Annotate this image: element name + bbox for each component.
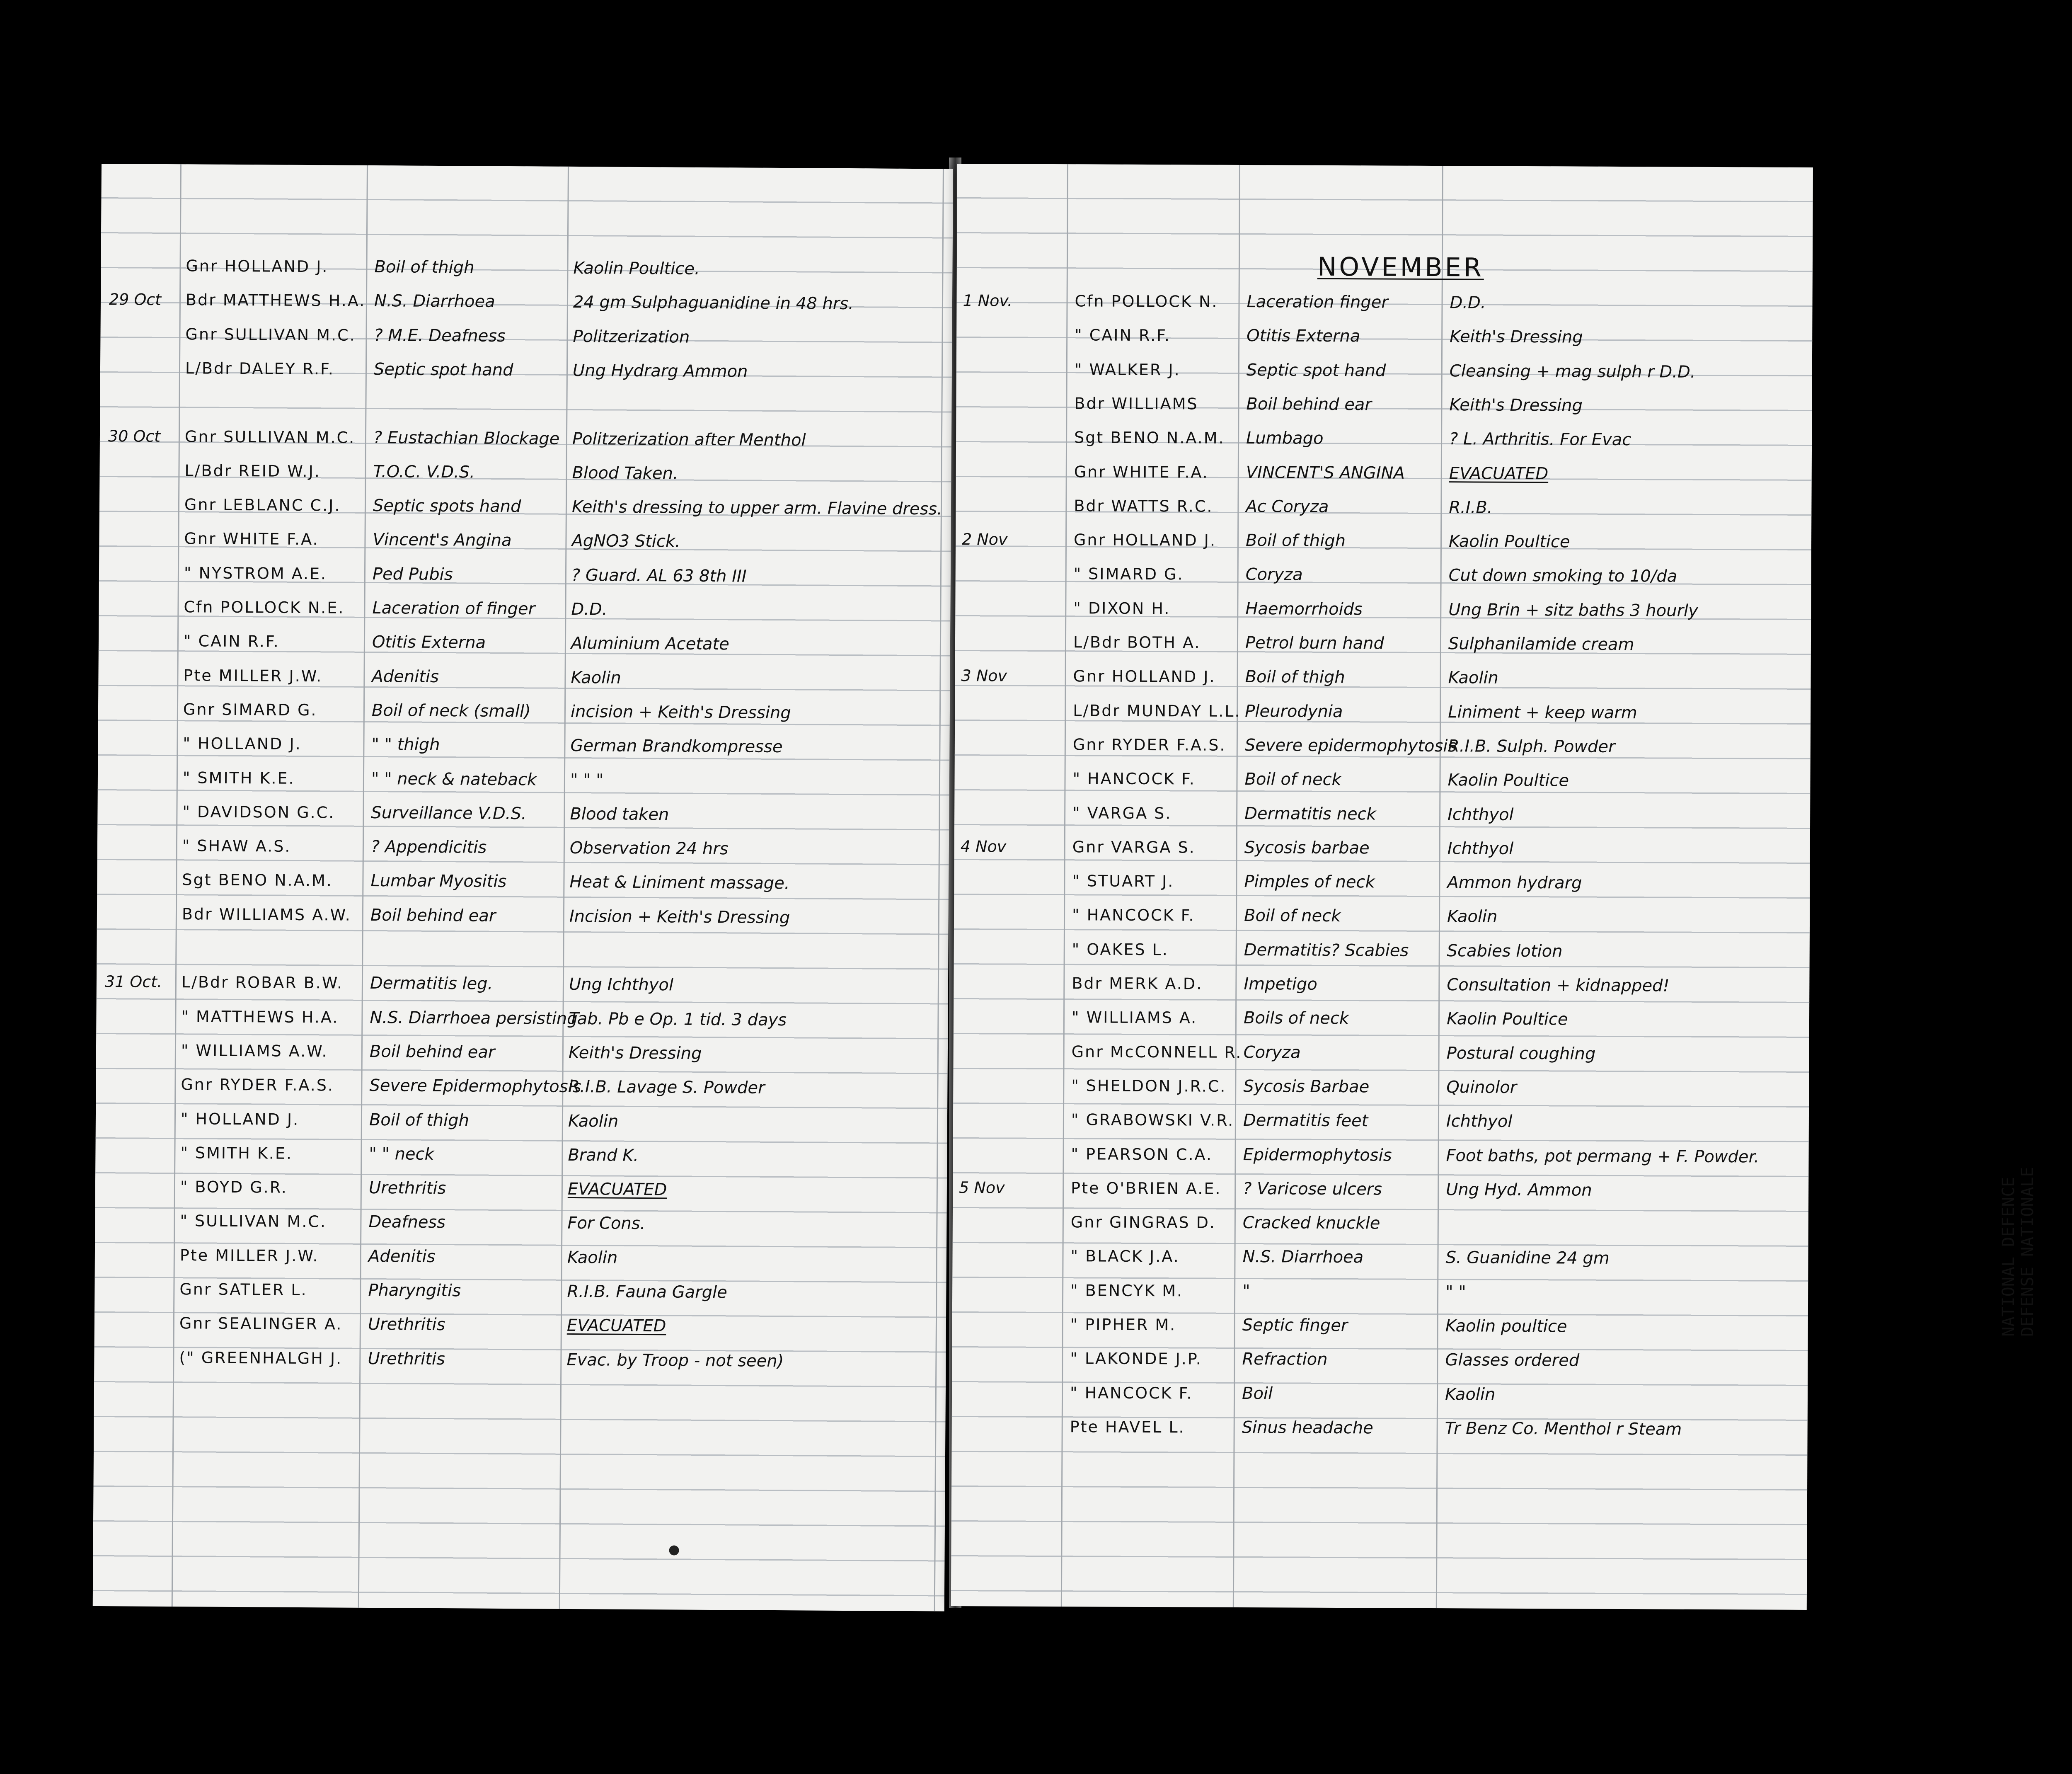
row-treatment: Kaolin xyxy=(1448,668,1499,688)
row-name: Pte MILLER J.W. xyxy=(183,666,323,685)
row-name: Gnr HOLLAND J. xyxy=(1073,667,1216,686)
row-date: 29 Oct xyxy=(109,290,162,309)
row-treatment: R.I.B. Fauna Gargle xyxy=(567,1282,727,1302)
row-diagnosis: N.S. Diarrhoea persisting xyxy=(370,1008,578,1028)
row-treatment: Kaolin poultice xyxy=(1445,1316,1567,1336)
row-treatment: Keith's Dressing xyxy=(568,1043,702,1063)
row-treatment: Blood Taken. xyxy=(572,463,678,483)
dept-line-1: NATIONAL DEFENCE xyxy=(1999,1177,2018,1337)
row-diagnosis: Dermatitis? Scabies xyxy=(1244,940,1409,960)
row-name: " BOYD G.R. xyxy=(180,1178,288,1197)
row-diagnosis: Epidermophytosis xyxy=(1243,1145,1392,1165)
row-treatment: 24 gm Sulphaguanidine in 48 hrs. xyxy=(573,293,854,314)
row-date: 3 Nov xyxy=(961,666,1007,685)
row-treatment: Sulphanilamide cream xyxy=(1448,634,1634,654)
row-treatment: Cut down smoking to 10/da xyxy=(1448,566,1677,586)
row-diagnosis: Dermatitis feet xyxy=(1243,1111,1368,1131)
row-name: Bdr WILLIAMS xyxy=(1074,394,1198,413)
row-treatment: Tab. Pb e Op. 1 tid. 3 days xyxy=(569,1009,787,1030)
row-treatment: For Cons. xyxy=(567,1214,646,1234)
row-diagnosis: Boil of neck xyxy=(1244,770,1341,790)
row-treatment: EVACUATED xyxy=(566,1316,666,1336)
row-name: Gnr WHITE F.A. xyxy=(184,529,319,549)
row-diagnosis: Boil behind ear xyxy=(370,905,496,926)
row-treatment: Ichthyol xyxy=(1447,839,1514,858)
month-heading: NOVEMBER xyxy=(1317,251,1484,283)
row-name: " VARGA S. xyxy=(1072,803,1172,822)
row-diagnosis: Cracked knuckle xyxy=(1242,1213,1380,1233)
row-diagnosis: N.S. Diarrhoea xyxy=(374,291,495,312)
row-treatment: EVACUATED xyxy=(567,1180,667,1200)
row-diagnosis: Boil of neck (small) xyxy=(371,700,531,721)
row-name: " WILLIAMS A.W. xyxy=(181,1041,328,1061)
row-treatment: Quinolor xyxy=(1446,1078,1517,1097)
row-name: Gnr HOLLAND J. xyxy=(186,257,329,276)
ledger-right-page xyxy=(951,164,1813,1610)
row-treatment: Ung Hydrarg Ammon xyxy=(572,361,748,381)
row-diagnosis: Sycosis Barbae xyxy=(1243,1076,1370,1097)
row-treatment: D.D. xyxy=(571,599,608,619)
row-treatment: ? L. Arthritis. For Evac xyxy=(1449,429,1631,450)
row-diagnosis: Adenitis xyxy=(372,666,439,686)
row-diagnosis: ? Varicose ulcers xyxy=(1243,1179,1382,1199)
row-name: " BLACK J.A. xyxy=(1070,1247,1180,1266)
row-diagnosis: Otitis Externa xyxy=(372,633,486,652)
row-treatment: Kaolin xyxy=(1445,1384,1496,1404)
row-name: " OAKES L. xyxy=(1072,940,1169,959)
row-name: Cfn POLLOCK N.E. xyxy=(184,598,345,617)
row-name: Pte MILLER J.W. xyxy=(179,1246,319,1265)
row-treatment: Cleansing + mag sulph r D.D. xyxy=(1449,361,1696,382)
row-name: Bdr MERK A.D. xyxy=(1072,974,1203,993)
row-name: Sgt BENO N.A.M. xyxy=(1074,428,1225,448)
row-name: L/Bdr ROBAR B.W. xyxy=(181,973,344,992)
row-name: Sgt BENO N.A.M. xyxy=(182,870,333,890)
row-treatment: R.I.B. Lavage S. Powder xyxy=(568,1077,765,1098)
row-diagnosis: Laceration finger xyxy=(1247,292,1388,312)
row-date: 30 Oct xyxy=(108,427,161,446)
row-diagnosis: Vincent's Angina xyxy=(373,530,512,550)
row-diagnosis: Coryza xyxy=(1245,565,1303,585)
row-treatment: D.D. xyxy=(1450,293,1486,313)
row-treatment: incision + Keith's Dressing xyxy=(570,702,791,723)
row-diagnosis: T.O.C. V.D.S. xyxy=(373,462,475,482)
row-diagnosis: Refraction xyxy=(1242,1350,1328,1369)
row-name: " DIXON H. xyxy=(1073,599,1171,618)
page-mark xyxy=(669,1545,679,1555)
row-name: Gnr HOLLAND J. xyxy=(1073,531,1217,550)
row-name: Gnr McCONNELL R. xyxy=(1071,1042,1242,1061)
row-treatment: Scabies lotion xyxy=(1447,941,1563,961)
row-name: L/Bdr MUNDAY L.L. xyxy=(1073,701,1241,720)
row-name: Gnr SULLIVAN M.C. xyxy=(185,325,356,344)
row-diagnosis: Ac Coryza xyxy=(1246,497,1329,516)
row-treatment: Kaolin xyxy=(1447,907,1498,927)
row-diagnosis: Boil of thigh xyxy=(1245,667,1345,687)
row-treatment: Kaolin Poultice xyxy=(1446,1009,1568,1029)
row-treatment: Ammon hydrarg xyxy=(1447,873,1582,893)
row-diagnosis: Pharyngitis xyxy=(368,1280,461,1301)
row-diagnosis: Urethritis xyxy=(368,1349,445,1369)
row-diagnosis: " " neck xyxy=(369,1144,434,1164)
row-treatment: Foot baths, pot permang + F. Powder. xyxy=(1446,1146,1760,1166)
row-treatment: Heat & Liniment massage. xyxy=(569,872,790,893)
row-diagnosis: " xyxy=(1242,1281,1250,1301)
row-name: Gnr SEALINGER A. xyxy=(179,1314,343,1333)
row-name: Gnr RYDER F.A.S. xyxy=(181,1075,334,1095)
row-name: Gnr WHITE F.A. xyxy=(1074,462,1209,482)
row-name: " NYSTROM A.E. xyxy=(184,563,327,583)
row-diagnosis: Dermatitis neck xyxy=(1244,804,1376,824)
row-name: Pte HAVEL L. xyxy=(1070,1418,1185,1437)
row-diagnosis: " " thigh xyxy=(371,735,440,755)
row-name: Gnr SULLIVAN M.C. xyxy=(184,427,356,447)
row-diagnosis: ? M.E. Deafness xyxy=(374,325,506,346)
row-diagnosis: Lumbar Myositis xyxy=(370,871,507,892)
row-diagnosis: Otitis Externa xyxy=(1247,326,1360,346)
row-treatment: Observation 24 hrs xyxy=(569,839,729,859)
row-treatment: Brand K. xyxy=(568,1145,639,1165)
row-name: Gnr VARGA S. xyxy=(1072,838,1196,857)
row-treatment: Keith's Dressing xyxy=(1449,395,1583,415)
row-treatment: Kaolin xyxy=(568,1111,619,1131)
row-name: " MATTHEWS H.A. xyxy=(181,1007,339,1027)
row-name: Gnr LEBLANC C.J. xyxy=(184,495,341,515)
row-name: " HANCOCK F. xyxy=(1070,1383,1193,1403)
row-treatment: Kaolin xyxy=(567,1248,618,1267)
row-treatment: S. Guanidine 24 gm xyxy=(1445,1248,1610,1268)
row-name: " LAKONDE J.P. xyxy=(1070,1349,1203,1368)
row-name: Gnr SIMARD G. xyxy=(183,700,317,720)
dept-line-2: DEFENSE NATIONALE xyxy=(2018,1167,2037,1337)
row-name: " SMITH K.E. xyxy=(182,768,295,788)
row-date: 31 Oct. xyxy=(104,972,162,991)
row-treatment: Ung Ichthyol xyxy=(569,975,674,995)
row-name: Gnr GINGRAS D. xyxy=(1070,1213,1216,1232)
row-diagnosis: Boil of neck xyxy=(1244,906,1341,926)
row-name: Bdr WILLIAMS A.W. xyxy=(182,904,351,924)
row-name: L/Bdr BOTH A. xyxy=(1073,633,1201,652)
row-name: Bdr MATTHEWS H.A. xyxy=(185,291,366,310)
row-treatment: Incision + Keith's Dressing xyxy=(569,906,790,927)
row-treatment: R.I.B. Sulph. Powder xyxy=(1447,737,1615,756)
row-name: (" GREENHALGH J. xyxy=(179,1348,343,1368)
row-diagnosis: Adenitis xyxy=(368,1246,436,1266)
row-treatment: Postural coughing xyxy=(1446,1043,1596,1064)
row-name: L/Bdr DALEY R.F. xyxy=(185,359,335,378)
row-name: " HOLLAND J. xyxy=(180,1109,300,1129)
row-treatment: Tr Benz Co. Menthol r Steam xyxy=(1445,1419,1682,1439)
row-name: " SHAW A.S. xyxy=(182,836,291,855)
ledger-left-page xyxy=(93,164,953,1611)
row-name: " WILLIAMS A. xyxy=(1071,1008,1198,1027)
row-diagnosis: Lumbago xyxy=(1246,429,1324,448)
row-treatment: Kaolin Poultice xyxy=(1448,532,1570,552)
row-treatment: Keith's dressing to upper arm. Flavine dress. xyxy=(571,497,942,519)
row-diagnosis: Pleurodynia xyxy=(1245,701,1343,721)
row-diagnosis: Surveillance V.D.S. xyxy=(371,803,527,824)
row-name: Gnr SATLER L. xyxy=(179,1280,307,1299)
row-name: Bdr WATTS R.C. xyxy=(1074,497,1213,516)
row-name: " BENCYK M. xyxy=(1070,1281,1184,1300)
row-diagnosis: Impetigo xyxy=(1244,974,1317,994)
row-date: 5 Nov xyxy=(959,1178,1005,1197)
row-name: " DAVIDSON G.C. xyxy=(182,802,335,822)
row-diagnosis: Boil behind ear xyxy=(369,1042,495,1062)
row-date: 2 Nov xyxy=(961,530,1008,549)
row-treatment: Blood taken xyxy=(570,804,669,824)
row-name: " SHELDON J.R.C. xyxy=(1071,1076,1227,1095)
row-date: 4 Nov xyxy=(960,837,1007,856)
row-treatment: Glasses ordered xyxy=(1445,1350,1580,1370)
row-diagnosis: VINCENT'S ANGINA xyxy=(1246,463,1405,483)
row-diagnosis: " " neck & nateback xyxy=(371,769,537,789)
row-treatment: AgNO3 Stick. xyxy=(571,531,680,551)
row-diagnosis: ? Eustachian Blockage xyxy=(373,428,560,448)
row-diagnosis: Dermatitis leg. xyxy=(370,974,493,994)
row-name: " SIMARD G. xyxy=(1073,565,1184,584)
row-treatment: German Brandkompresse xyxy=(570,736,783,757)
row-name: " SMITH K.E. xyxy=(180,1144,293,1163)
row-diagnosis: Coryza xyxy=(1243,1042,1301,1062)
row-diagnosis: Septic finger xyxy=(1242,1316,1348,1335)
row-treatment: Politzerization xyxy=(573,327,690,347)
row-treatment: Politzerization after Menthol xyxy=(572,429,806,450)
row-treatment: EVACUATED xyxy=(1449,463,1549,483)
row-treatment: Ichthyol xyxy=(1447,805,1514,824)
row-name: Pte O'BRIEN A.E. xyxy=(1071,1179,1222,1198)
row-diagnosis: Laceration of finger xyxy=(372,599,535,619)
row-treatment: " " " xyxy=(570,770,604,790)
row-diagnosis: N.S. Diarrhoea xyxy=(1242,1247,1364,1267)
row-name: " STUART J. xyxy=(1072,872,1174,891)
row-name: " CAIN R.F. xyxy=(1075,326,1171,345)
row-diagnosis: Boil of thigh xyxy=(369,1110,470,1130)
row-treatment: ? Guard. AL 63 8th III xyxy=(571,565,747,586)
row-name: " PIPHER M. xyxy=(1070,1315,1176,1334)
row-name: L/Bdr REID W.J. xyxy=(184,461,321,481)
row-diagnosis: Septic spot hand xyxy=(1246,360,1386,380)
row-treatment: Kaolin Poultice. xyxy=(573,258,700,279)
row-diagnosis: ? Appendicitis xyxy=(370,837,487,857)
row-name: " SULLIVAN M.C. xyxy=(180,1212,327,1231)
row-treatment: Ung Brin + sitz baths 3 hourly xyxy=(1448,600,1698,620)
row-name: " HOLLAND J. xyxy=(183,734,302,754)
row-treatment: Kaolin xyxy=(571,668,621,688)
row-diagnosis: Severe Epidermophytosis xyxy=(369,1076,581,1097)
row-diagnosis: Urethritis xyxy=(368,1315,445,1335)
row-diagnosis: Boil behind ear xyxy=(1246,394,1372,414)
row-treatment: Aluminium Acetate xyxy=(571,634,729,654)
row-treatment: Ichthyol xyxy=(1446,1112,1513,1132)
row-diagnosis: Urethritis xyxy=(368,1178,446,1198)
row-diagnosis: Boil xyxy=(1242,1384,1273,1403)
row-diagnosis: Pimples of neck xyxy=(1244,872,1375,892)
row-name: " HANCOCK F. xyxy=(1072,769,1196,788)
row-treatment: Consultation + kidnapped! xyxy=(1447,975,1670,996)
row-name: Cfn POLLOCK N. xyxy=(1075,292,1218,311)
row-name: Gnr RYDER F.A.S. xyxy=(1072,735,1226,754)
row-diagnosis: Petrol burn hand xyxy=(1245,633,1385,653)
row-name: " PEARSON C.A. xyxy=(1071,1144,1213,1164)
left-entries xyxy=(102,164,953,1371)
row-diagnosis: Boil of thigh xyxy=(1245,531,1346,551)
row-treatment: Keith's Dressing xyxy=(1450,327,1583,347)
row-name: " HANCOCK F. xyxy=(1072,906,1195,925)
row-treatment: Kaolin Poultice xyxy=(1447,771,1569,790)
row-diagnosis: Boils of neck xyxy=(1243,1008,1349,1028)
row-diagnosis: Sinus headache xyxy=(1242,1418,1373,1438)
row-diagnosis: Haemorrhoids xyxy=(1245,599,1363,619)
row-diagnosis: Ped Pubis xyxy=(372,564,453,584)
row-date: 1 Nov. xyxy=(963,291,1013,310)
row-treatment: Ung Hyd. Ammon xyxy=(1446,1180,1592,1200)
row-name: " WALKER J. xyxy=(1074,360,1181,379)
row-treatment: Liniment + keep warm xyxy=(1448,702,1637,722)
row-name: " GRABOWSKI V.R. xyxy=(1071,1110,1234,1130)
row-diagnosis: Severe epidermophytosis xyxy=(1244,735,1457,756)
row-diagnosis: Deafness xyxy=(368,1212,446,1232)
row-diagnosis: Septic spots hand xyxy=(373,496,521,516)
row-name: " CAIN R.F. xyxy=(183,632,280,651)
row-treatment: " " xyxy=(1445,1282,1466,1302)
row-treatment: R.I.B. xyxy=(1449,497,1493,517)
row-diagnosis: Septic spot hand xyxy=(373,359,513,380)
row-diagnosis: Boil of thigh xyxy=(374,257,474,277)
row-treatment: Evac. by Troop - not seen) xyxy=(566,1350,784,1371)
row-diagnosis: Sycosis barbae xyxy=(1244,838,1370,858)
